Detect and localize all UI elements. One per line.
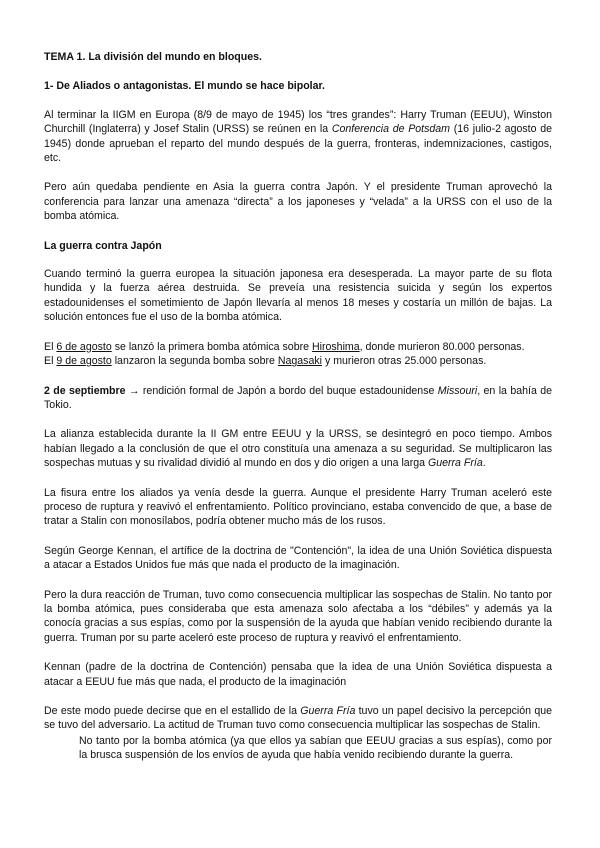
paragraph-text: . [482, 457, 486, 470]
paragraph-truman-threat: Pero aún quedaba pendiente en Asia la guerra contra Japón. Y el presidente Truman aprovechó la conferencia para lanzar una amenaza “directa” a los japoneses y “velada” a la URSS con el uso de la bomba atómica. [44, 181, 552, 223]
paragraph-text: La alianza establecida durante la II GM entre EEUU y la URSS, se desintegró en poco tiempo. Ambos habían llegado a la conclusión de que el otro constituía una amenaza a su seguridad. Se multiplicaron las sospechas mutuas y su rivalidad dividió al mundo en dos y dio origen a una larga [44, 428, 552, 470]
guerra-fria-italic: Guerra Fría [300, 705, 356, 717]
paragraph-text: (16 julio-2 agosto de 1945) donde aprueban el reparto del mundo después de la guerra, fronteras, indemnizaciones, castigos, etc. [44, 123, 552, 165]
section-heading-aliados: 1- De Aliados o antagonistas. El mundo se hace bipolar. [44, 80, 325, 93]
date-2-septiembre: 2 de septiembre [44, 384, 126, 397]
paragraph-text: , donde murieron 80.000 personas. [359, 340, 525, 353]
paragraph-text: lanzaron la segunda bomba sobre [111, 355, 278, 368]
document-page [44, 50, 552, 763]
paragraph-rendicion [44, 384, 552, 413]
paragraph-percepcion [44, 704, 552, 733]
potsdam-italic: Conferencia de Potsdam [331, 123, 450, 136]
paragraph-text: El [44, 340, 57, 353]
paragraph-text: y murieron otras 25.000 personas. [322, 355, 487, 368]
date-6-agosto: 6 de agosto [56, 340, 112, 353]
paragraph-text: El [44, 355, 57, 368]
paragraph-kennan: Según George Kennan, el artífice de la doctrina de "Contención", la idea de una Unión Soviética dispuesta a atacar a Estados Unidos fue más que nada el producto de la imaginación. [44, 544, 552, 572]
paragraph-situacion-japonesa: Cuando terminó la guerra europea la situación japonesa era desesperada. La mayor parte de su flota hundida y la fuerza aérea destruida. Se preveía una resistencia suicida y según los expertos estadounidenses el sometimiento de Japón llevaría al menos 18 meses y costaría un millón de bajas. La solución entonces fue el uso de la bomba atómica. [44, 268, 552, 324]
paragraph-text: → rendición formal de Japón a bordo del buque estadounidense [125, 384, 438, 397]
paragraph-text: se lanzó la primera bomba atómica sobre [111, 340, 312, 353]
paragraph-kennan-contencion: Kennan (padre de la doctrina de Contención) pensaba que la idea de una Unión Soviética dispuesta a atacar a EEUU fue más que nada, el producto de la imaginación [44, 661, 552, 688]
paragraph-bombas [44, 340, 552, 369]
document-title: TEMA 1. La división del mundo en bloques. [44, 51, 262, 63]
paragraph-text: tuvo un papel decisivo la percepción que se tuvo del adversario. La actitud de Truman tuvo como consecuencia multiplicar las sospechas de Stalin. [44, 705, 552, 732]
paragraph-text: , en la bahía de Tokio. [44, 384, 553, 411]
city-hiroshima: Hiroshima [311, 340, 360, 353]
date-9-agosto: 9 de agosto [56, 355, 112, 368]
paragraph-indented-ayuda: No tanto por la bomba atómica (ya que ellos ya sabían que EEUU gracias a sus espías), como por la brusca suspensión de los envíos de ayuda que había venido recibiendo durante la guerra. [79, 734, 552, 762]
paragraph-potsdam [44, 108, 552, 166]
missouri-italic: Missouri [437, 384, 478, 397]
city-nagasaki: Nagasaki [277, 355, 323, 368]
guerra-fria-italic: Guerra Fría [427, 457, 483, 470]
section-heading-japon: La guerra contra Japón [44, 239, 162, 252]
paragraph-reaccion-truman: Pero la dura reacción de Truman, tuvo como consecuencia multiplicar las sospechas de Stalin. No tanto por la bomba atómica, pues consideraba que esta amenaza solo afectaba a los “débiles” y además ya la conocía gracias a sus espías, como por la suspensión de la ayuda que habían venido recibiendo durante la guerra. Truman por su parte aceleró este proceso de ruptura y reavivó el enfrentamiento. [44, 588, 552, 644]
paragraph-fisura: La fisura entre los aliados ya venía desde la guerra. Aunque el presidente Harry Truman aceleró este proceso de ruptura y reavivó el enfrentamiento. Político provinciano, estaba convencido de que, a base de tratar a Stalin con monosílabos, podría obtener mucho más de los rusos. [44, 486, 552, 528]
paragraph-text: Al terminar la IIGM en Europa (8/9 de mayo de 1945) los “tres grandes”: Harry Truman (EEUU), Winston Churchill (Inglaterra) y Josef Stalin (URSS) se reúnen en la [44, 108, 552, 136]
paragraph-alianza [44, 427, 552, 470]
paragraph-text: De este modo puede decirse que en el estallido de la [44, 705, 301, 717]
